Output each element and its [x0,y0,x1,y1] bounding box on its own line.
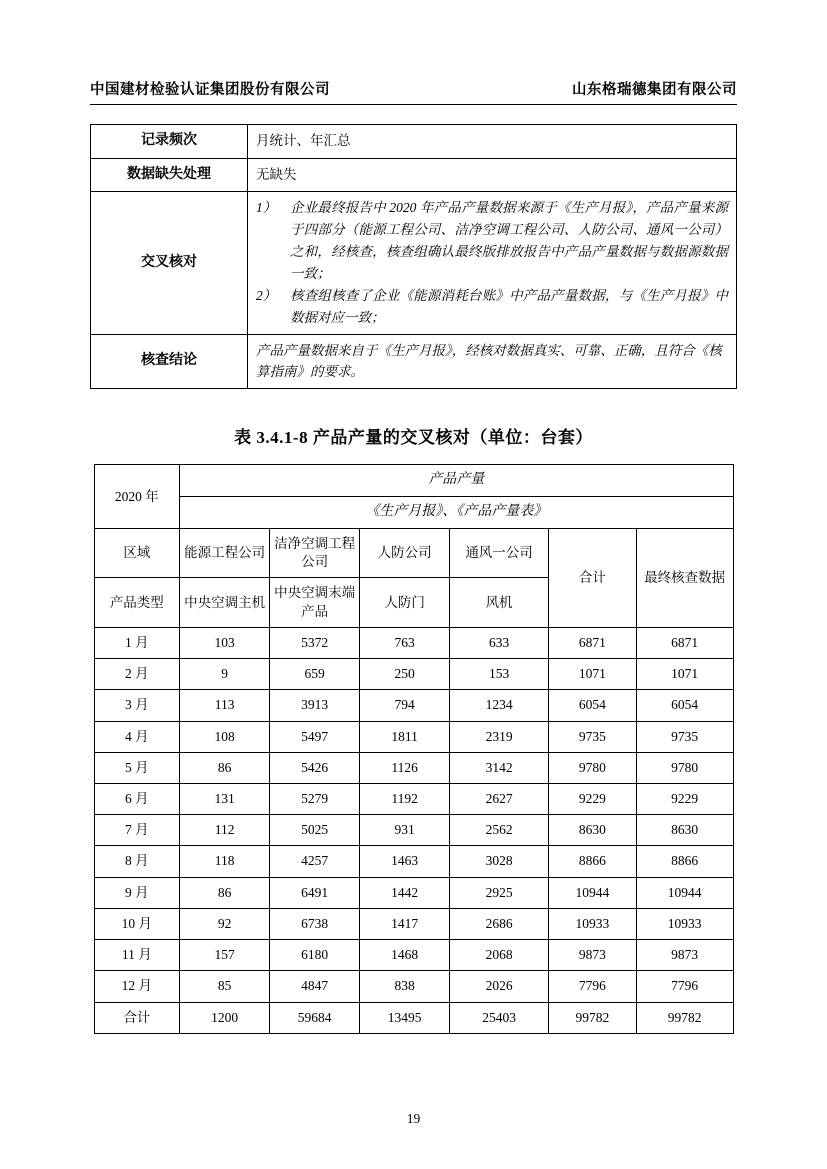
table-row [94,752,733,783]
cell-value: 118 [180,846,270,877]
cell-value: 6491 [270,877,360,908]
cell-value: 763 [360,627,450,658]
cell-value: 2562 [450,815,549,846]
list-item [256,285,728,329]
header-left-text: 中国建材检验认证集团股份有限公司 [90,82,330,98]
cell-value: 794 [360,690,450,721]
row-month: 3 月 [94,690,180,721]
row-month: 6 月 [94,783,180,814]
cell-value: 112 [180,815,270,846]
cell-value: 250 [360,659,450,690]
cell-total: 6871 [548,627,636,658]
cell-value: 85 [180,971,270,1002]
cell-value: 2686 [450,908,549,939]
table-row [94,815,733,846]
region-col-2: 人防公司 [360,529,450,578]
row-month: 10 月 [94,908,180,939]
verification-info-table [90,124,737,389]
cell-value: 1417 [360,908,450,939]
cell-value: 838 [360,971,450,1002]
cell-value: 59684 [270,1002,360,1033]
table-header-row [94,529,733,578]
cell-total: 99782 [548,1002,636,1033]
cell-total: 9780 [548,752,636,783]
cell-value: 13495 [360,1002,450,1033]
cell-final: 10944 [636,877,733,908]
cell-total: 9873 [548,940,636,971]
table-header-row [94,465,733,497]
type-header: 产品类型 [94,578,180,627]
region-col-1: 洁净空调工程公司 [270,529,360,578]
row-month: 1 月 [94,627,180,658]
type-col-3: 风机 [450,578,549,627]
type-col-0: 中央空调主机 [180,578,270,627]
table-row [94,940,733,971]
cell-final: 7796 [636,971,733,1002]
cell-value: 3913 [270,690,360,721]
list-item-number: 1） [256,200,277,216]
table-row [94,971,733,1002]
cell-final: 6871 [636,627,733,658]
table-row [91,192,737,334]
row-label: 数据缺失处理 [91,158,248,192]
list-item-text: 核查组核查了企业《能源消耗台账》中产品产量数据，与《生产月报》中数据对应一致； [290,287,728,325]
cell-value: 5372 [270,627,360,658]
cell-final: 99782 [636,1002,733,1033]
cell-value: 1811 [360,721,450,752]
row-value: 产品产量数据来自于《生产月报》，经核对数据真实、可靠、正确，且符合《核算指南》的要求。 [248,334,737,389]
cell-value: 2627 [450,783,549,814]
region-col-0: 能源工程公司 [180,529,270,578]
row-label: 交叉核对 [91,192,248,334]
region-header: 区域 [94,529,180,578]
row-label: 核查结论 [91,334,248,389]
table-row [91,125,737,159]
cell-value: 6180 [270,940,360,971]
cell-value: 108 [180,721,270,752]
cell-final: 10933 [636,908,733,939]
cell-final: 9229 [636,783,733,814]
table-header-row [94,497,733,529]
row-month: 2 月 [94,659,180,690]
cell-value: 633 [450,627,549,658]
cell-final: 1071 [636,659,733,690]
cell-total: 10944 [548,877,636,908]
table-row [91,158,737,192]
cell-value: 3142 [450,752,549,783]
cell-final: 6054 [636,690,733,721]
cell-value: 2925 [450,877,549,908]
cell-final: 9873 [636,940,733,971]
cell-value: 131 [180,783,270,814]
region-col-3: 通风一公司 [450,529,549,578]
cell-value: 5025 [270,815,360,846]
cell-value: 1463 [360,846,450,877]
row-value: 月统计、年汇总 [248,125,737,159]
row-month: 合计 [94,1002,180,1033]
row-month: 8 月 [94,846,180,877]
cell-final: 9735 [636,721,733,752]
page-number: 19 [406,1111,421,1126]
cell-value: 86 [180,752,270,783]
row-month: 11 月 [94,940,180,971]
cell-value: 1126 [360,752,450,783]
cell-value: 113 [180,690,270,721]
cell-value: 4847 [270,971,360,1002]
table-row [94,846,733,877]
cell-value: 1468 [360,940,450,971]
cell-value: 1192 [360,783,450,814]
cell-total: 6054 [548,690,636,721]
cell-value: 2026 [450,971,549,1002]
cell-value: 86 [180,877,270,908]
cell-value: 25403 [450,1002,549,1033]
cell-total: 9229 [548,783,636,814]
total-header: 合计 [548,529,636,628]
cell-value: 6738 [270,908,360,939]
production-cross-check-table [94,464,734,1034]
cell-final: 8866 [636,846,733,877]
cell-value: 1200 [180,1002,270,1033]
cell-value: 153 [450,659,549,690]
header-right-text: 山东格瑞德集团有限公司 [572,82,737,98]
list-item-text: 企业最终报告中 2020 年产品产量数据来源于《生产月报》，产品产量来源于四部分（能源工程公司、洁净空调工程公司、人防公司、通风一公司）之和，经核查，核查组确认最终版排放报告中产品产量数据与数据源数据一致； [290,200,728,281]
cell-value: 5426 [270,752,360,783]
row-month: 9 月 [94,877,180,908]
cell-value: 931 [360,815,450,846]
table-row [94,627,733,658]
cell-value: 659 [270,659,360,690]
table-row [94,721,733,752]
cell-final: 9780 [636,752,733,783]
cell-total: 8866 [548,846,636,877]
final-check-header: 最终核查数据 [636,529,733,628]
cell-value: 4257 [270,846,360,877]
table-row [94,690,733,721]
type-col-2: 人防门 [360,578,450,627]
cell-total: 10933 [548,908,636,939]
page-content [90,124,737,1034]
cell-value: 157 [180,940,270,971]
list-item-number: 2） [256,287,277,303]
cell-value: 103 [180,627,270,658]
cell-value: 1442 [360,877,450,908]
cell-total: 7796 [548,971,636,1002]
table-row [94,659,733,690]
table-total-row [94,1002,733,1033]
cell-total: 8630 [548,815,636,846]
cell-final: 8630 [636,815,733,846]
cell-value: 1234 [450,690,549,721]
product-output-header: 产品产量 [180,465,733,497]
table-row [94,908,733,939]
row-value-list [248,192,737,334]
row-month: 5 月 [94,752,180,783]
source-header: 《生产月报》、《产品产量表》 [180,497,733,529]
row-label: 记录频次 [91,125,248,159]
type-col-1: 中央空调末端产品 [270,578,360,627]
row-month: 12 月 [94,971,180,1002]
cell-value: 2068 [450,940,549,971]
cell-value: 92 [180,908,270,939]
row-month: 4 月 [94,721,180,752]
year-header: 2020 年 [94,465,180,529]
cell-total: 9735 [548,721,636,752]
row-value: 无缺失 [248,158,737,192]
row-month: 7 月 [94,815,180,846]
cell-value: 5497 [270,721,360,752]
cell-total: 1071 [548,659,636,690]
table-caption: 表 3.4.1-8 产品产量的交叉核对（单位：台套） [234,428,593,448]
cell-value: 9 [180,659,270,690]
list-item [256,197,728,284]
table-row [94,783,733,814]
cell-value: 5279 [270,783,360,814]
page-header [90,78,737,105]
table-row [94,877,733,908]
table-row [91,334,737,389]
cell-value: 2319 [450,721,549,752]
cell-value: 3028 [450,846,549,877]
